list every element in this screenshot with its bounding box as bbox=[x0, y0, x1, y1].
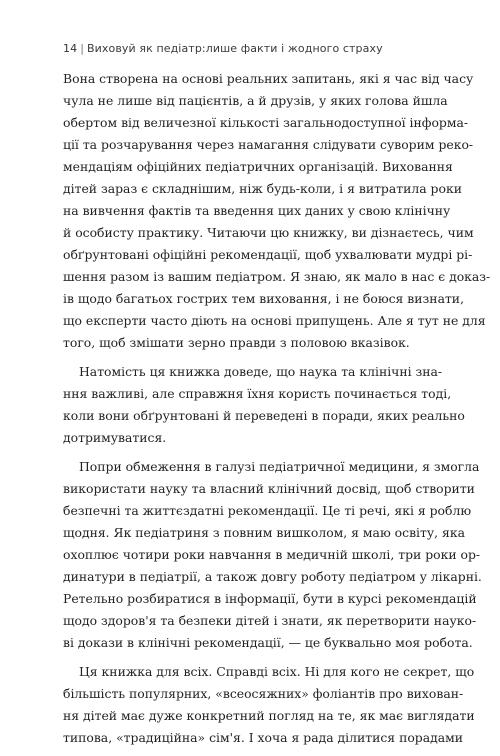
text-line: динатури в педіатрії, а також довгу роботу педіатром у лікарні. bbox=[63, 569, 482, 584]
text-line: обґрунтовані офіційні рекомендації, щоб ухвалювати мудрі рі- bbox=[63, 247, 473, 262]
body-text bbox=[63, 68, 491, 756]
text-line: ня дітей має дуже конкретний погляд на те, як має виглядати bbox=[63, 708, 475, 723]
text-line: більшість популярних, «всеосяжних» фоліантів про вихован- bbox=[63, 686, 464, 701]
text-line: Вона створена на основі реальних запитань, які я час від часу bbox=[63, 71, 474, 86]
text-line: ві докази в клінічні рекомендації, — це буквально моя робота. bbox=[63, 635, 473, 650]
text-line: Ця книжка для всіх. Справді всіх. Ні для кого не секрет, що bbox=[79, 664, 475, 679]
text-line: щодня. Як педіатриня з повним вишколом, я маю освіту, яка bbox=[63, 525, 465, 540]
text-line: щодо здоров'я та безпеки дітей і знати, як перетворити науко- bbox=[63, 613, 477, 628]
text-line: й особисту практику. Читаючи цю книжку, ви дізнаєтесь, чим bbox=[63, 225, 474, 240]
paragraph bbox=[63, 661, 475, 749]
paragraph bbox=[63, 361, 465, 449]
paragraph bbox=[63, 456, 482, 654]
text-line: типова, «традиційна» сім'я. І хоча я рада ділитися порадами bbox=[63, 730, 464, 745]
text-line: дотримуватися. bbox=[63, 430, 167, 445]
text-line: охоплює чотири роки навчання в медичній школі, три роки ор- bbox=[63, 547, 481, 562]
text-line: коли вони обґрунтовані й переведені в поради, яких реально bbox=[63, 408, 465, 423]
text-line: дітей зараз є складнішим, ніж будь-коли, і я витратила роки bbox=[63, 181, 462, 196]
running-title: Виховуй як педіатр:лише факти і жодного страху bbox=[87, 42, 383, 55]
paragraph bbox=[63, 68, 491, 354]
text-line: що експерти часто діють на основі припущень. Але я тут не для bbox=[63, 313, 486, 328]
text-line: Ретельно розбиратися в інформації, бути в курсі рекомендацій bbox=[63, 591, 477, 606]
text-line: ції та розчарування через намагання слідувати суворим реко- bbox=[63, 137, 474, 152]
text-line: обертом від величезної кількості загальнодоступної інформа- bbox=[63, 115, 469, 130]
text-line: Попри обмеження в галузі педіатричної медицини, я змогла bbox=[79, 459, 480, 474]
text-line: безпечні та життєздатні рекомендації. Це ті речі, які я роблю bbox=[63, 503, 472, 518]
text-line: того, щоб змішати зерно правди з половою вказівок. bbox=[63, 335, 410, 350]
text-line: ння важливі, але справжня їхня користь починається тоді, bbox=[63, 386, 452, 401]
text-line: використати науку та власний клінічний досвід, щоб створити bbox=[63, 481, 475, 496]
text-line: ів щодо багатьох гострих тем виховання, і не боюся визнати, bbox=[63, 291, 465, 306]
text-line: на вивчення фактів та введення цих даних у свою клінічну bbox=[63, 203, 451, 218]
header-separator: | bbox=[80, 42, 85, 55]
text-line: Натомість ця книжка доведе, що наука та клінічні зна- bbox=[79, 364, 443, 379]
text-line: чула не лише від пацієнтів, а й друзів, у яких голова йшла bbox=[63, 93, 448, 108]
text-line: шення разом із вашим педіатром. Я знаю, як мало в нас є доказ- bbox=[63, 269, 491, 284]
text-line: мендаціям офіційних педіатричних організацій. Виховання bbox=[63, 159, 453, 174]
page-number: 14 bbox=[63, 42, 78, 55]
running-header bbox=[63, 42, 383, 55]
